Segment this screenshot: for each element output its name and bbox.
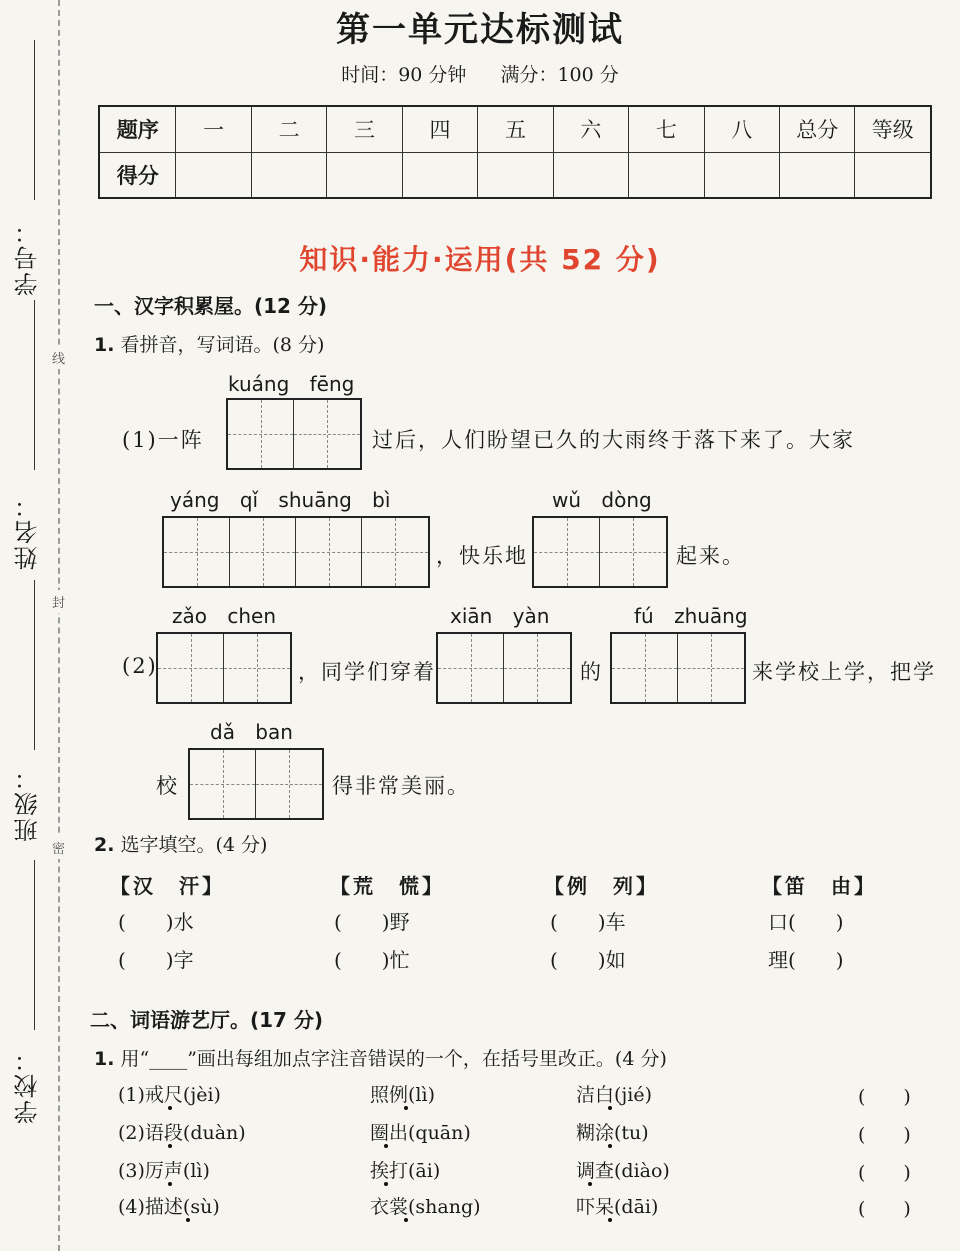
s2-line2-prefix: 校	[156, 774, 179, 798]
emphasis-dot	[608, 1218, 612, 1222]
score-input-cell[interactable]	[327, 152, 402, 198]
score-input-cell[interactable]	[553, 152, 628, 198]
writing-grid-wudong[interactable]	[532, 516, 668, 588]
seal-char-line: 线	[52, 346, 65, 369]
q1-title	[94, 330, 324, 357]
score-table-cell: 五	[478, 106, 553, 152]
s2-after: 来学校上学，把学	[752, 660, 936, 684]
pinyin-yangqishuangbi: yáng qǐ shuāng bì	[170, 488, 391, 512]
pinyin-item[interactable]: 调查(diào)	[576, 1160, 670, 1182]
pinyin-item[interactable]: (4)描述(sù)	[118, 1196, 220, 1218]
writing-cell[interactable]	[438, 634, 504, 702]
writing-cell[interactable]	[296, 518, 362, 586]
s2-prefix: (2)	[122, 654, 158, 678]
s2-mid1: ，同学们穿着	[298, 660, 436, 684]
emphasis-dot	[168, 1182, 172, 1186]
choice-blank[interactable]: ( )如	[550, 948, 626, 972]
pinyin-zaochen: zǎo chen	[172, 604, 276, 628]
choice-group-1-chars: 【汉 汗】	[110, 874, 225, 898]
school-line	[34, 860, 35, 1030]
score-table-cell: 六	[553, 106, 628, 152]
score-input-cell[interactable]	[402, 152, 477, 198]
pinyin-item[interactable]: 挨打(āi)	[370, 1160, 441, 1182]
score-table-cell: 七	[629, 106, 704, 152]
part2-q1-number: 1.	[94, 1048, 115, 1070]
pinyin-xianyan: xiān yàn	[450, 604, 550, 628]
choice-blank[interactable]: ( )水	[118, 910, 194, 934]
writing-cell[interactable]	[256, 750, 322, 818]
answer-blank[interactable]: ( )	[858, 1162, 911, 1184]
q1-number: 1.	[94, 334, 115, 356]
score-table-cell: 四	[402, 106, 477, 152]
name-label: 姓名：	[14, 492, 42, 570]
seal-char-secret: 密	[52, 836, 65, 859]
exam-info	[0, 60, 960, 87]
score-input-cell[interactable]	[855, 152, 931, 198]
emphasis-dot	[168, 1106, 172, 1110]
score-table-cell: 等级	[855, 106, 931, 152]
choice-group-3-chars: 【例 列】	[544, 874, 659, 898]
q1-text: 看拼音，写词语。(8 分)	[120, 334, 325, 356]
answer-blank[interactable]: ( )	[858, 1124, 911, 1146]
choice-blank[interactable]: ( )字	[118, 948, 194, 972]
pinyin-item[interactable]: 衣裳(shang)	[370, 1196, 481, 1218]
pinyin-item[interactable]: 洁白(jié)	[576, 1084, 653, 1106]
pinyin-item[interactable]: 糊涂(tu)	[576, 1122, 649, 1144]
writing-grid-fuzhuang[interactable]	[610, 632, 746, 704]
emphasis-dot	[588, 1182, 592, 1186]
writing-grid-daban[interactable]	[188, 748, 324, 820]
score-input-cell[interactable]	[780, 152, 855, 198]
score-input-cell[interactable]	[176, 152, 251, 198]
score-table-cell: 一	[176, 106, 251, 152]
choice-blank[interactable]: ( )车	[550, 910, 626, 934]
emphasis-dot	[186, 1218, 190, 1222]
writing-cell[interactable]	[158, 634, 224, 702]
name-line	[34, 300, 35, 470]
writing-cell[interactable]	[164, 518, 230, 586]
q2-text: 选字填空。(4 分)	[120, 834, 268, 856]
writing-grid-xianyan[interactable]	[436, 632, 572, 704]
q2-number: 2.	[94, 834, 115, 856]
score-input-cell[interactable]	[478, 152, 553, 198]
class-label: 班级：	[14, 764, 42, 842]
score-input-cell[interactable]	[251, 152, 326, 198]
writing-cell[interactable]	[224, 634, 290, 702]
writing-grid-kuangfeng[interactable]	[226, 398, 362, 470]
class-line	[34, 580, 35, 750]
writing-grid-zaochen[interactable]	[156, 632, 292, 704]
score-table-cell: 八	[704, 106, 779, 152]
writing-cell[interactable]	[534, 518, 600, 586]
student-id-label: 学号：	[14, 218, 42, 296]
score-table-cell: 二	[251, 106, 326, 152]
emphasis-dot	[404, 1106, 408, 1110]
writing-cell[interactable]	[230, 518, 296, 586]
writing-cell[interactable]	[612, 634, 678, 702]
pinyin-item[interactable]: (3)厉声(lì)	[118, 1160, 210, 1182]
pinyin-item[interactable]: 吓呆(dāi)	[576, 1196, 659, 1218]
score-table-cell: 总分	[780, 106, 855, 152]
score-table-cell: 三	[327, 106, 402, 152]
choice-group-2-chars: 【荒 慌】	[330, 874, 445, 898]
s1-after: 过后，人们盼望已久的大雨终于落下来了。大家	[372, 428, 855, 452]
s1-mid: ，快乐地	[436, 544, 528, 568]
part1-heading: 一、汉字积累屋。(12 分)	[94, 294, 328, 318]
pinyin-item[interactable]: (2)语段(duàn)	[118, 1122, 246, 1144]
emphasis-dot	[384, 1182, 388, 1186]
emphasis-dot	[168, 1144, 172, 1148]
part2-q1-title	[94, 1044, 667, 1071]
emphasis-dot	[404, 1218, 408, 1222]
choice-group-4-chars: 【笛 由】	[762, 874, 877, 898]
pinyin-item[interactable]: 圈出(quān)	[370, 1122, 471, 1144]
writing-cell[interactable]	[600, 518, 666, 586]
part2-heading: 二、词语游艺厅。(17 分)	[90, 1008, 324, 1032]
binding-dashed-line	[58, 0, 60, 1251]
choice-blank[interactable]: 理( )	[768, 948, 844, 972]
time-limit: 时间：90 分钟	[341, 64, 467, 86]
pinyin-fuzhuang: fú zhuāng	[634, 604, 748, 628]
writing-cell[interactable]	[294, 400, 360, 468]
part2-q1-text: 用“____”画出每组加点字注音错误的一个，在括号里改正。(4 分)	[120, 1048, 667, 1070]
writing-cell[interactable]	[362, 518, 428, 586]
score-input-cell[interactable]	[704, 152, 779, 198]
school-label: 学校：	[14, 1046, 42, 1124]
choice-blank[interactable]: ( )野	[334, 910, 410, 934]
pinyin-wudong: wǔ dòng	[552, 488, 652, 512]
writing-grid-yangqishuangbi[interactable]	[162, 516, 430, 588]
pinyin-item[interactable]: 照例(lì)	[370, 1084, 435, 1106]
score-table-cell: 得分	[99, 152, 176, 198]
choice-blank[interactable]: 口( )	[768, 910, 844, 934]
writing-cell[interactable]	[678, 634, 744, 702]
q2-title	[94, 830, 267, 857]
pinyin-daban: dǎ ban	[210, 720, 293, 744]
emphasis-dot	[608, 1106, 612, 1110]
writing-cell[interactable]	[228, 400, 294, 468]
pinyin-item[interactable]: (1)戒尺(jèi)	[118, 1084, 221, 1106]
s1-end: 起来。	[676, 544, 745, 568]
score-table	[98, 105, 932, 199]
s2-line2-end: 得非常美丽。	[332, 774, 470, 798]
choice-blank[interactable]: ( )忙	[334, 948, 410, 972]
full-score: 满分：100 分	[500, 64, 619, 86]
answer-blank[interactable]: ( )	[858, 1086, 911, 1108]
score-table-cell: 题序	[99, 106, 176, 152]
section-title: 知识·能力·运用(共 52 分)	[299, 243, 661, 276]
score-input-cell[interactable]	[629, 152, 704, 198]
emphasis-dot	[608, 1144, 612, 1148]
writing-cell[interactable]	[190, 750, 256, 818]
writing-cell[interactable]	[504, 634, 570, 702]
seal-char-seal: 封	[52, 590, 65, 613]
answer-blank[interactable]: ( )	[858, 1198, 911, 1220]
score-table-score-row	[99, 152, 931, 198]
score-table-header-row	[99, 106, 931, 152]
page-title: 第一单元达标测试	[336, 10, 624, 50]
pinyin-kuangfeng: kuáng fēng	[228, 372, 355, 396]
s1-prefix: (1)一阵	[122, 428, 204, 452]
s2-mid2: 的	[580, 660, 603, 684]
emphasis-dot	[384, 1144, 388, 1148]
